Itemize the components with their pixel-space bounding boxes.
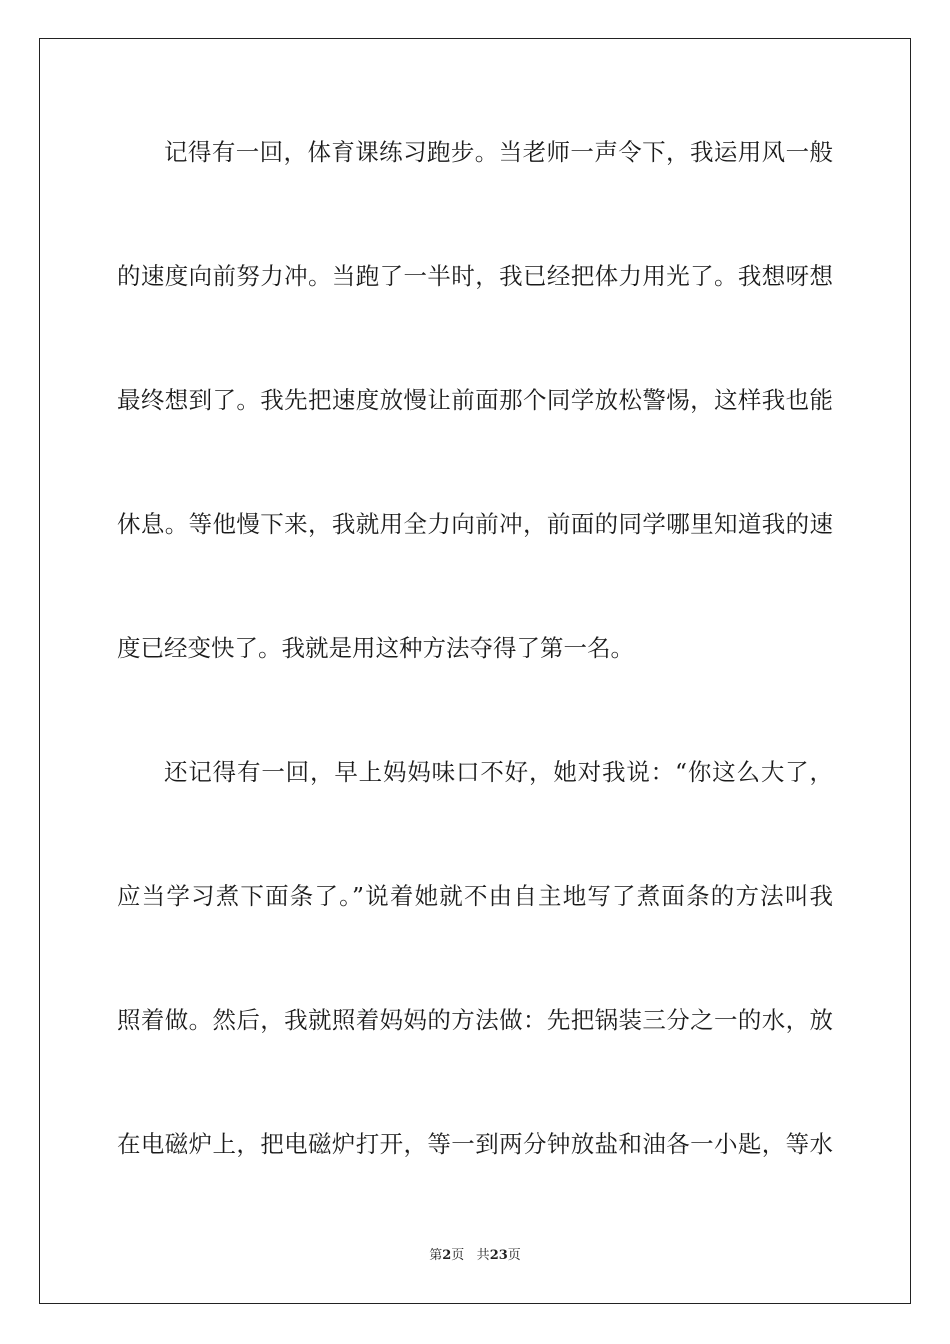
paragraph-2-line-3: 照着做。然后，我就照着妈妈的方法做：先把锅装三分之一的水，放: [117, 1006, 833, 1034]
footer-page-number: 2: [442, 1248, 452, 1263]
paragraph-2-line-4: 在电磁炉上，把电磁炉打开，等一到两分钟放盐和油各一小匙，等水: [117, 1130, 833, 1158]
paragraph-1-line-3: 最终想到了。我先把速度放慢让前面那个同学放松警惕，这样我也能: [117, 386, 833, 414]
page-footer: [0, 1246, 950, 1266]
footer-page-prefix: 第: [429, 1248, 443, 1263]
paragraph-2-line-2: 应当学习煮下面条了。”说着她就不由自主地写了煮面条的方法叫我: [117, 882, 833, 910]
footer-total-prefix: 共: [476, 1248, 490, 1263]
footer-total-suffix: 页: [507, 1248, 521, 1263]
paragraph-1-line-2: 的速度向前努力冲。当跑了一半时，我已经把体力用光了。我想呀想: [117, 262, 833, 290]
footer-total-number: 23: [489, 1248, 508, 1263]
paragraph-1-line-5: 度已经变快了。我就是用这种方法夺得了第一名。: [117, 634, 634, 662]
page-border: [39, 38, 911, 1304]
paragraph-1-line-4: 休息。等他慢下来，我就用全力向前冲，前面的同学哪里知道我的速: [117, 510, 833, 538]
paragraph-1-line-1: 记得有一回，体育课练习跑步。当老师一声令下，我运用风一般: [164, 138, 833, 166]
footer-page-suffix: 页: [451, 1248, 465, 1263]
paragraph-2-line-1: 还记得有一回，早上妈妈味口不好，她对我说：“你这么大了，: [164, 758, 833, 786]
